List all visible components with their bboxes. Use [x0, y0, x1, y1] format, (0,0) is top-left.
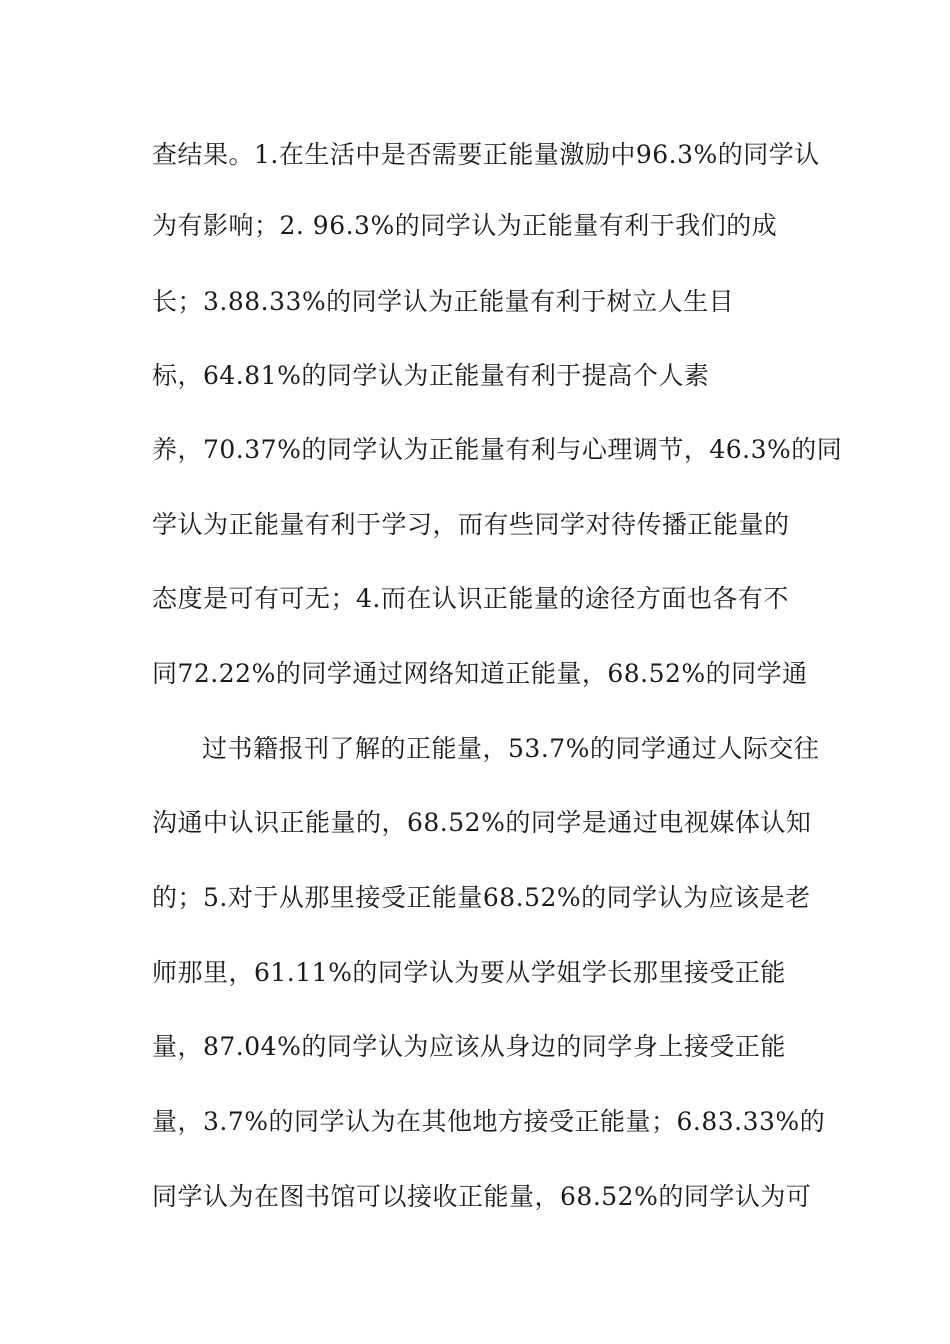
text-line-15: 同学认为在图书馆可以接收正能量，68.52%的同学认为可	[152, 1182, 812, 1211]
text-line-13: 量，87.04%的同学认为应该从身边的同学身上接受正能	[152, 1032, 786, 1061]
text-line-11: 的；5.对于从那里接受正能量68.52%的同学认为应该是老	[152, 883, 811, 912]
text-line-12: 师那里，61.11%的同学认为要从学姐学长那里接受正能	[152, 958, 786, 987]
text-line-14: 量，3.7%的同学认为在其他地方接受正能量；6.83.33%的	[152, 1107, 826, 1136]
text-line-3: 长；3.88.33%的同学认为正能量有利于树立人生目	[152, 287, 735, 316]
text-line-8: 同72.22%的同学通过网络知道正能量，68.52%的同学通	[152, 659, 808, 688]
text-line-5: 养，70.37%的同学认为正能量有利与心理调节，46.3%的同	[152, 435, 843, 464]
text-line-1: 查结果。1.在生活中是否需要正能量激励中96.3%的同学认	[152, 140, 820, 169]
text-line-2: 为有影响；2. 96.3%的同学认为正能量有利于我们的成	[152, 211, 778, 240]
text-line-10: 沟通中认识正能量的，68.52%的同学是通过电视媒体认知	[152, 808, 812, 837]
text-line-6: 学认为正能量有利于学习，而有些同学对待传播正能量的	[152, 510, 790, 539]
text-line-4: 标，64.81%的同学认为正能量有利于提高个人素	[152, 361, 710, 390]
text-line-9-paragraph-start: 过书籍报刊了解的正能量，53.7%的同学通过人际交往	[202, 734, 820, 763]
text-line-7: 态度是可有可无；4.而在认识正能量的途径方面也各有不	[152, 584, 789, 613]
